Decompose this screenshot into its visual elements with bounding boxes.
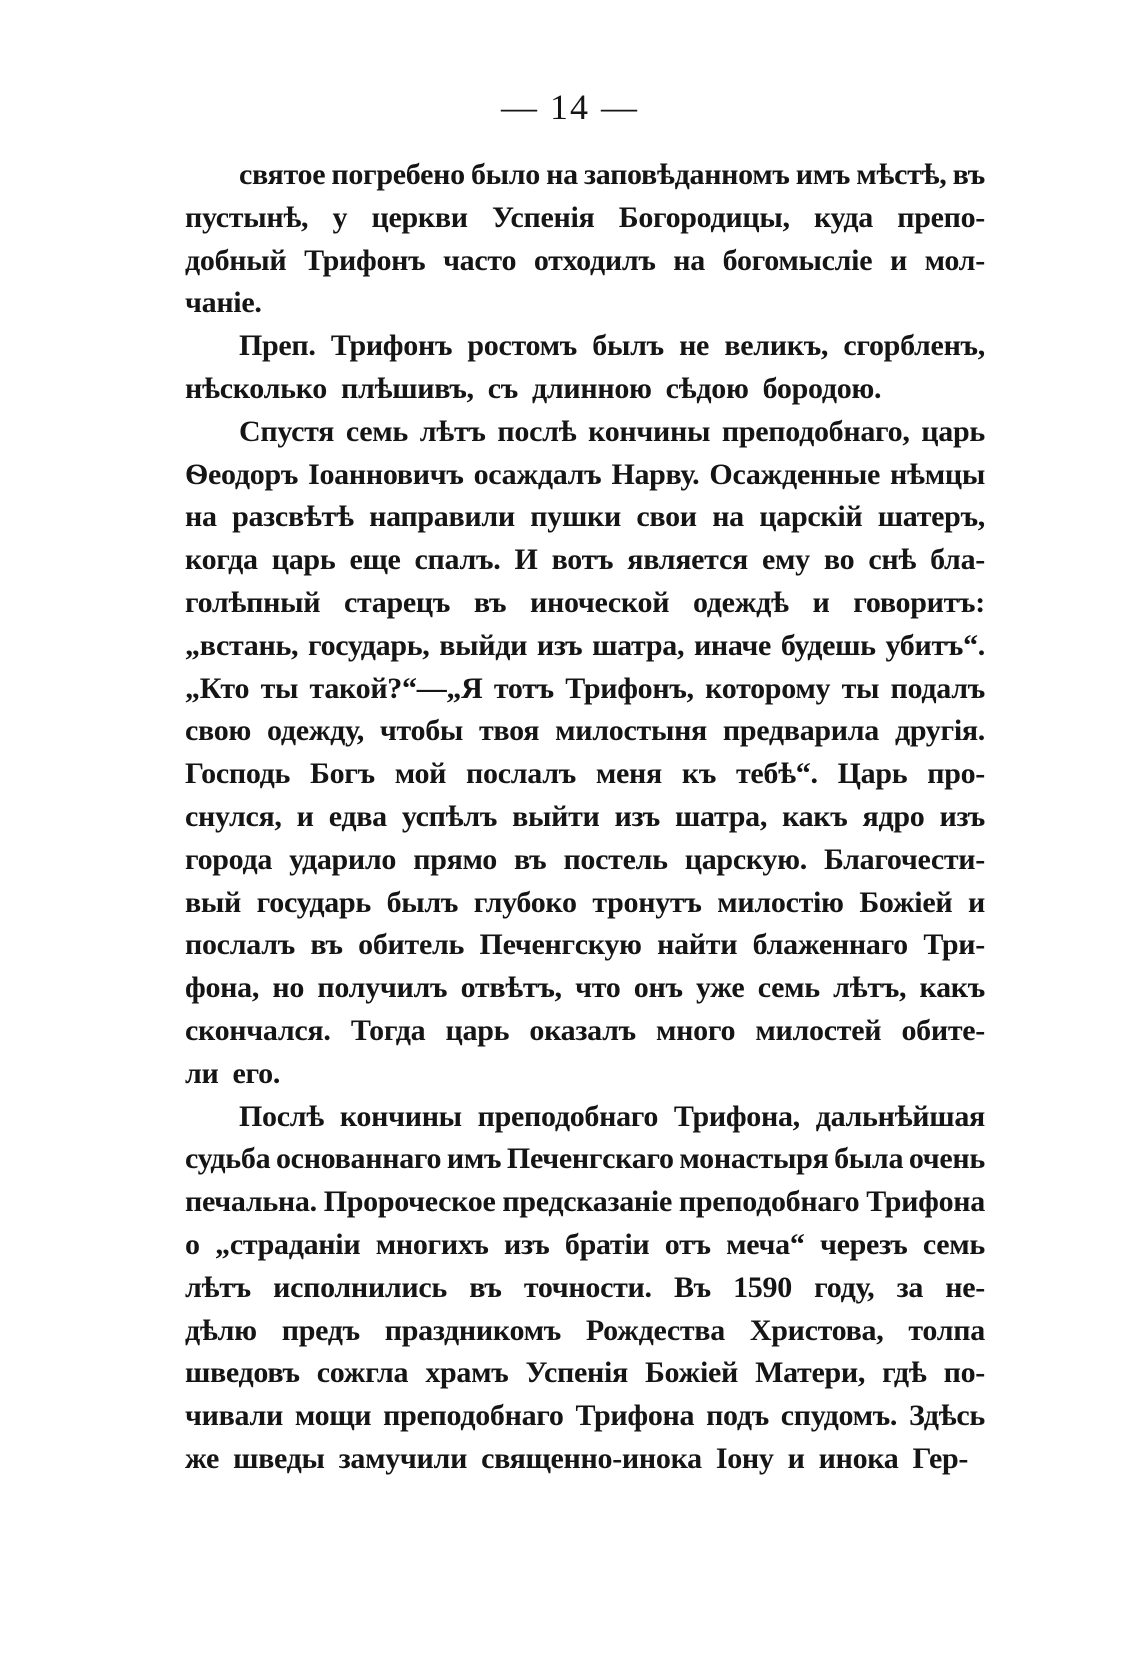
- word: Гер-: [912, 1441, 969, 1475]
- word: чивали: [185, 1399, 283, 1433]
- word: фона,: [185, 971, 260, 1005]
- word: церкви: [371, 200, 468, 234]
- word: на: [185, 500, 217, 534]
- word: куда: [813, 200, 873, 234]
- word: длинною: [531, 371, 652, 405]
- word: направили: [369, 500, 515, 534]
- word: и: [889, 243, 907, 277]
- text-line: [185, 668, 985, 711]
- text-line: [185, 154, 985, 197]
- word: бородою.: [762, 371, 882, 405]
- word: снулся,: [185, 799, 282, 833]
- word: иначе: [693, 628, 772, 662]
- word: меня: [595, 757, 662, 791]
- word: Въ: [673, 1270, 711, 1304]
- word: отъ: [664, 1227, 711, 1261]
- word: шведовъ: [185, 1356, 300, 1390]
- word: монастыря: [679, 1142, 829, 1176]
- word: преподобнаго: [383, 1399, 564, 1433]
- word: блаженнаго: [752, 928, 908, 962]
- word: не-: [945, 1270, 985, 1304]
- word: на: [673, 243, 705, 277]
- word: тебѣ“.: [735, 757, 818, 791]
- word: добный: [185, 243, 287, 277]
- word: Благочести-: [823, 842, 985, 876]
- text-line: [185, 924, 985, 967]
- word: году,: [814, 1270, 875, 1304]
- word: государь,: [308, 628, 430, 662]
- word: И: [514, 543, 538, 577]
- word: было: [470, 158, 541, 191]
- word: и: [812, 585, 830, 619]
- word: и: [296, 799, 314, 833]
- word: послѣ: [497, 414, 577, 448]
- word: глубоко: [473, 885, 577, 919]
- word: прямо: [413, 842, 497, 876]
- text-line: [185, 796, 985, 839]
- word: священно-инока: [481, 1441, 702, 1475]
- word: ли: [185, 1056, 219, 1090]
- word: выйди: [439, 628, 528, 662]
- word: чаніе.: [185, 286, 262, 320]
- word: твоя: [479, 714, 540, 748]
- word: братіи: [564, 1227, 650, 1261]
- word: успѣлъ: [401, 799, 498, 833]
- text-line: [185, 625, 985, 668]
- word: за: [896, 1270, 924, 1304]
- word: разсвѣтѣ: [232, 500, 354, 534]
- word: лѣтъ,: [833, 971, 907, 1005]
- word: города: [185, 842, 273, 876]
- word: Божіей: [645, 1356, 738, 1390]
- word: препо-: [897, 200, 985, 234]
- word: Три-: [923, 928, 985, 962]
- word: шведы: [233, 1441, 325, 1475]
- word: мѣстѣ,: [856, 158, 947, 191]
- word: Осажденные: [709, 457, 880, 491]
- word: чтобы: [379, 714, 464, 748]
- word: точности.: [523, 1270, 652, 1304]
- text-line: [185, 454, 985, 497]
- word: подъ: [706, 1399, 769, 1433]
- word: инока: [818, 1441, 899, 1475]
- text-line: [185, 1181, 985, 1224]
- word: одежду,: [266, 714, 364, 748]
- text-line: [185, 411, 985, 454]
- word: еще: [349, 543, 401, 577]
- word: замучили: [338, 1441, 468, 1475]
- word: царь: [445, 1013, 510, 1047]
- word: Здѣсь: [908, 1399, 985, 1433]
- word: тронутъ: [592, 885, 702, 919]
- word: оказалъ: [529, 1013, 636, 1047]
- text-line: [185, 1395, 985, 1438]
- word: очень: [908, 1142, 985, 1176]
- word: Трифонъ: [330, 329, 453, 363]
- word: Печенгскую: [479, 928, 642, 962]
- word: Спустя: [239, 414, 335, 448]
- text-line: [185, 539, 985, 582]
- word: уже: [696, 971, 745, 1005]
- word: говоритъ:: [853, 585, 985, 619]
- word: мол-: [924, 243, 985, 277]
- word: же: [185, 1441, 220, 1475]
- word: храмъ: [425, 1356, 509, 1390]
- word: Нарву.: [611, 457, 700, 491]
- word: Рождества: [585, 1313, 725, 1347]
- text-line: [185, 1310, 985, 1353]
- word: не: [679, 329, 710, 363]
- word: когда: [185, 543, 258, 577]
- word: но: [272, 971, 305, 1005]
- word: отходилъ: [533, 243, 656, 277]
- word: Пророческое: [323, 1185, 496, 1219]
- word: погребено: [331, 158, 465, 191]
- word: царскій: [759, 500, 863, 534]
- word: его.: [232, 1056, 281, 1090]
- word: милостію: [717, 885, 844, 919]
- word: сѣдою: [665, 371, 749, 405]
- word: будешь: [780, 628, 876, 662]
- word: Успенія: [492, 200, 595, 234]
- word: былъ: [592, 329, 664, 363]
- word: Богородицы,: [618, 200, 790, 234]
- word: заповѣданномъ: [584, 158, 790, 191]
- word: ты: [841, 671, 880, 705]
- word: къ: [681, 757, 717, 791]
- text-line: [185, 1053, 985, 1096]
- word: толпа: [908, 1313, 985, 1347]
- word: Христова,: [749, 1313, 884, 1347]
- word: иноческой: [530, 585, 670, 619]
- word: нѣмцы: [890, 457, 985, 491]
- text-line: [185, 240, 985, 283]
- word: въ: [473, 585, 507, 619]
- word: во: [823, 543, 855, 577]
- word: дѣлю: [185, 1313, 257, 1347]
- word: печальна.: [185, 1185, 317, 1219]
- text-line: [185, 325, 985, 368]
- word: голѣпный: [185, 585, 321, 619]
- word: сожгла: [316, 1356, 409, 1390]
- word: въ: [514, 842, 547, 876]
- text-line: [185, 710, 985, 753]
- word: государь: [256, 885, 371, 919]
- word: Царь: [837, 757, 908, 791]
- word: по-: [943, 1356, 985, 1390]
- text-line: [185, 197, 985, 240]
- word: царскую.: [684, 842, 807, 876]
- word: какъ: [919, 971, 985, 1005]
- word: вый: [185, 885, 242, 919]
- word: такой?“—„Я: [309, 671, 483, 705]
- word: Іону: [715, 1441, 774, 1475]
- page-number: — 14 —: [501, 87, 639, 127]
- word: былъ: [386, 885, 459, 919]
- word: пушки: [530, 500, 621, 534]
- word: Господь: [185, 757, 291, 791]
- word: милостей: [755, 1013, 882, 1047]
- word: шатеръ,: [877, 500, 985, 534]
- word: изъ: [939, 799, 985, 833]
- word: „страданіи: [215, 1227, 361, 1261]
- text-line: [185, 496, 985, 539]
- word: преподобнаго: [678, 1185, 860, 1219]
- word: лѣтъ: [419, 414, 486, 448]
- word: обитель: [358, 928, 465, 962]
- word: найти: [657, 928, 738, 962]
- text-line: [185, 839, 985, 882]
- word: Іоанновичъ: [308, 457, 464, 491]
- body-text: [185, 154, 985, 1481]
- text-line: [185, 882, 985, 925]
- word: кончины: [588, 414, 711, 448]
- word: Тогда: [350, 1013, 426, 1047]
- word: семь: [922, 1227, 985, 1261]
- word: что: [575, 971, 621, 1005]
- word: свою: [185, 714, 252, 748]
- word: предъ: [281, 1313, 360, 1347]
- word: Трифона: [575, 1399, 695, 1433]
- word: меча“: [726, 1227, 805, 1261]
- word: часто: [443, 243, 517, 277]
- word: въ: [310, 928, 343, 962]
- word: о: [185, 1227, 200, 1261]
- word: семь: [757, 971, 820, 1005]
- word: скончался.: [185, 1013, 331, 1047]
- word: осаждалъ: [473, 457, 602, 491]
- text-line: [185, 1138, 985, 1181]
- word: мощи: [294, 1399, 372, 1433]
- word: постель: [563, 842, 668, 876]
- word: Божіей: [859, 885, 953, 919]
- word: выйти: [512, 799, 600, 833]
- word: Трифона: [866, 1185, 985, 1219]
- word: на: [546, 158, 578, 191]
- word: черезъ: [820, 1227, 908, 1261]
- word: Трифонъ,: [565, 671, 694, 705]
- word: вотъ: [551, 543, 614, 577]
- word: ты: [260, 671, 299, 705]
- word: гдѣ: [882, 1356, 927, 1390]
- word: Трифонъ: [304, 243, 426, 277]
- word: Матери,: [755, 1356, 866, 1390]
- word: исполнились: [273, 1270, 447, 1304]
- text-line: [185, 282, 985, 325]
- word: одеждѣ: [692, 585, 789, 619]
- word: ядро: [862, 799, 925, 833]
- word: послалъ: [466, 757, 576, 791]
- word: въ: [952, 158, 985, 191]
- word: Трифона,: [673, 1099, 800, 1133]
- text-line: [185, 1096, 985, 1139]
- text-line: [185, 1352, 985, 1395]
- word: царь: [271, 543, 336, 577]
- word: преподобнаго,: [721, 414, 910, 448]
- word: съ: [487, 371, 518, 405]
- word: Успенія: [525, 1356, 628, 1390]
- word: является: [627, 543, 748, 577]
- word: царь: [921, 414, 985, 448]
- word: шатра,: [675, 799, 768, 833]
- word: нѣсколько: [185, 371, 327, 405]
- word: онъ: [633, 971, 683, 1005]
- text-line: [185, 582, 985, 625]
- word: снѣ: [868, 543, 917, 577]
- word: была: [834, 1142, 904, 1176]
- word: убитъ“.: [885, 628, 985, 662]
- word: какъ: [782, 799, 848, 833]
- word: Богъ: [310, 757, 375, 791]
- word: Ѳеодоръ: [185, 457, 299, 491]
- word: плѣшивъ,: [340, 371, 474, 405]
- word: обите-: [901, 1013, 985, 1047]
- word: основаннаго: [275, 1142, 442, 1176]
- word: изъ: [504, 1227, 550, 1261]
- word: Печенгскаго: [506, 1142, 674, 1176]
- word: мой: [394, 757, 447, 791]
- word: богомысліе: [722, 243, 873, 277]
- text-line: [185, 1267, 985, 1310]
- word: имъ: [795, 158, 851, 191]
- word: милостыня: [555, 714, 707, 748]
- word: тотъ: [493, 671, 554, 705]
- word: которому: [705, 671, 831, 705]
- word: ему: [761, 543, 810, 577]
- word: другія.: [894, 714, 985, 748]
- word: въ: [469, 1270, 502, 1304]
- text-line: [185, 753, 985, 796]
- word: лѣтъ: [185, 1270, 251, 1304]
- word: многихъ: [375, 1227, 489, 1261]
- text-line: [185, 368, 985, 411]
- word: отвѣтъ,: [460, 971, 562, 1005]
- word: подалъ: [890, 671, 985, 705]
- word: семь: [345, 414, 408, 448]
- word: сгорбленъ,: [843, 329, 985, 363]
- word: пустынѣ,: [185, 200, 309, 234]
- text-line: [185, 1438, 985, 1481]
- word: послалъ: [185, 928, 295, 962]
- word: ростомъ: [467, 329, 578, 363]
- text-line: [185, 1224, 985, 1267]
- word: про-: [927, 757, 985, 791]
- word: имъ: [446, 1142, 502, 1176]
- word: изъ: [536, 628, 583, 662]
- word: и: [967, 885, 985, 919]
- word: судьба: [185, 1142, 271, 1176]
- word: праздникомъ: [384, 1313, 561, 1347]
- word: „Кто: [185, 671, 250, 705]
- word: и: [787, 1441, 805, 1475]
- word: шатра,: [592, 628, 685, 662]
- word: на: [712, 500, 744, 534]
- word: Преп.: [239, 329, 316, 363]
- word: свои: [636, 500, 697, 534]
- word: старецъ: [343, 585, 451, 619]
- word: предсказаніе: [502, 1185, 672, 1219]
- word: спудомъ.: [780, 1399, 898, 1433]
- word: „встань,: [185, 628, 299, 662]
- word: Послѣ: [239, 1099, 324, 1133]
- word: едва: [328, 799, 387, 833]
- word: изъ: [614, 799, 660, 833]
- word: бла-: [930, 543, 985, 577]
- word: предварила: [722, 714, 879, 748]
- word: святое: [239, 158, 326, 191]
- word: ударило: [289, 842, 397, 876]
- word: дальнѣйшая: [815, 1099, 985, 1133]
- word: спалъ.: [414, 543, 501, 577]
- text-line: [185, 1010, 985, 1053]
- word: 1590: [733, 1270, 792, 1304]
- word: у: [332, 200, 348, 234]
- word: великъ,: [724, 329, 829, 363]
- word: кончины: [339, 1099, 462, 1133]
- word: много: [656, 1013, 736, 1047]
- text-line: [185, 967, 985, 1010]
- word: преподобнаго: [477, 1099, 659, 1133]
- word: получилъ: [317, 971, 448, 1005]
